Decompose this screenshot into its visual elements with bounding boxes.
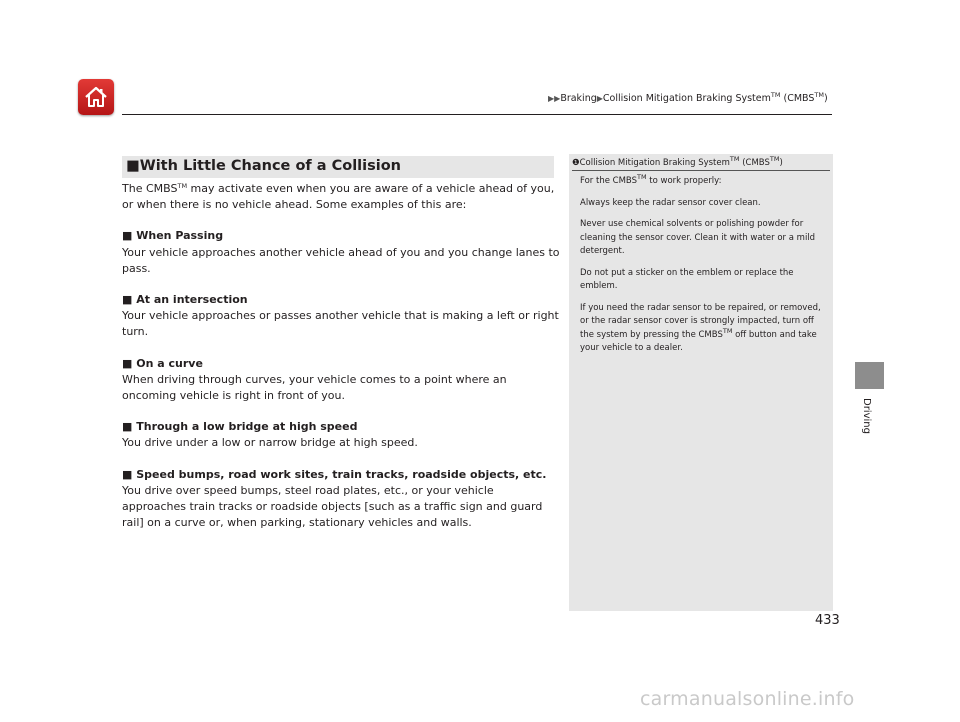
item-heading: ■ At an intersection — [122, 293, 248, 307]
side-note-paragraph: Never use chemical solvents or polishing powder for cleaning the sensor cover. Clean it with water or a mild detergent. — [580, 219, 816, 256]
main-content — [122, 181, 560, 531]
item-heading: ■ Speed bumps, road work sites, train tracks, roadside objects, etc. — [122, 467, 547, 481]
breadcrumb-arrow-icon: ▶▶ — [548, 94, 561, 103]
item-text: You drive under a low or narrow bridge at high speed. — [122, 436, 418, 450]
side-note-paragraph: Always keep the radar sensor cover clean. — [580, 197, 761, 208]
side-note-paragraph: Do not put a sticker on the emblem or replace the emblem. — [580, 267, 794, 291]
item-heading: ■ When Passing — [122, 229, 224, 243]
side-note-intro: For the CMBS™ to work properly: — [580, 173, 722, 186]
item-text: Your vehicle approaches or passes another vehicle that is making a left or right turn. — [122, 309, 559, 339]
item-text: You drive over speed bumps, steel road plates, etc., or your vehicle approaches train tracks or roadside objects [such as a traffic sign and guard rail] on a curve or, when parking, stationary vehicles and walls. — [122, 483, 543, 530]
item-heading: ■ On a curve — [122, 356, 203, 370]
home-icon — [83, 84, 109, 110]
item-heading: ■ Through a low bridge at high speed — [122, 420, 358, 434]
side-note-body — [580, 175, 828, 364]
home-button[interactable] — [78, 79, 114, 115]
intro-paragraph: The CMBS™ may activate even when you are aware of a vehicle ahead of you, or when there is no vehicle ahead. Some examples of this are: — [122, 182, 555, 212]
breadcrumb-item-cmbs[interactable]: Collision Mitigation Braking System™ (CMBS™) — [602, 91, 828, 104]
link-marker-icon: ❶ — [572, 158, 580, 168]
side-note-heading[interactable]: ❶Collision Mitigation Braking System™ (CMBS™) — [572, 155, 783, 168]
chapter-label: Driving — [861, 398, 872, 434]
page-number: 433 — [815, 613, 840, 628]
watermark: carmanualsonline.info — [640, 688, 855, 710]
chapter-tab[interactable] — [855, 362, 884, 389]
breadcrumb-item-braking[interactable]: Braking — [560, 93, 597, 104]
item-text: Your vehicle approaches another vehicle ahead of you and you change lanes to pass. — [122, 245, 560, 275]
item-text: When driving through curves, your vehicle comes to a point where an oncoming vehicle is right in front of you. — [122, 372, 507, 403]
square-bullet-icon: ■ — [126, 158, 140, 174]
header-divider — [122, 114, 832, 115]
side-note-paragraph: If you need the radar sensor to be repaired, or removed, or the radar sensor cover is strongly impacted, turn off the system by pressing the CMBS™ off button and take your vehicle to a dealer. — [580, 302, 821, 353]
section-title: ■With Little Chance of a Collision — [126, 158, 401, 174]
breadcrumb — [548, 93, 828, 104]
breadcrumb-arrow-icon: ▶ — [596, 94, 603, 103]
side-note-divider — [572, 170, 830, 171]
